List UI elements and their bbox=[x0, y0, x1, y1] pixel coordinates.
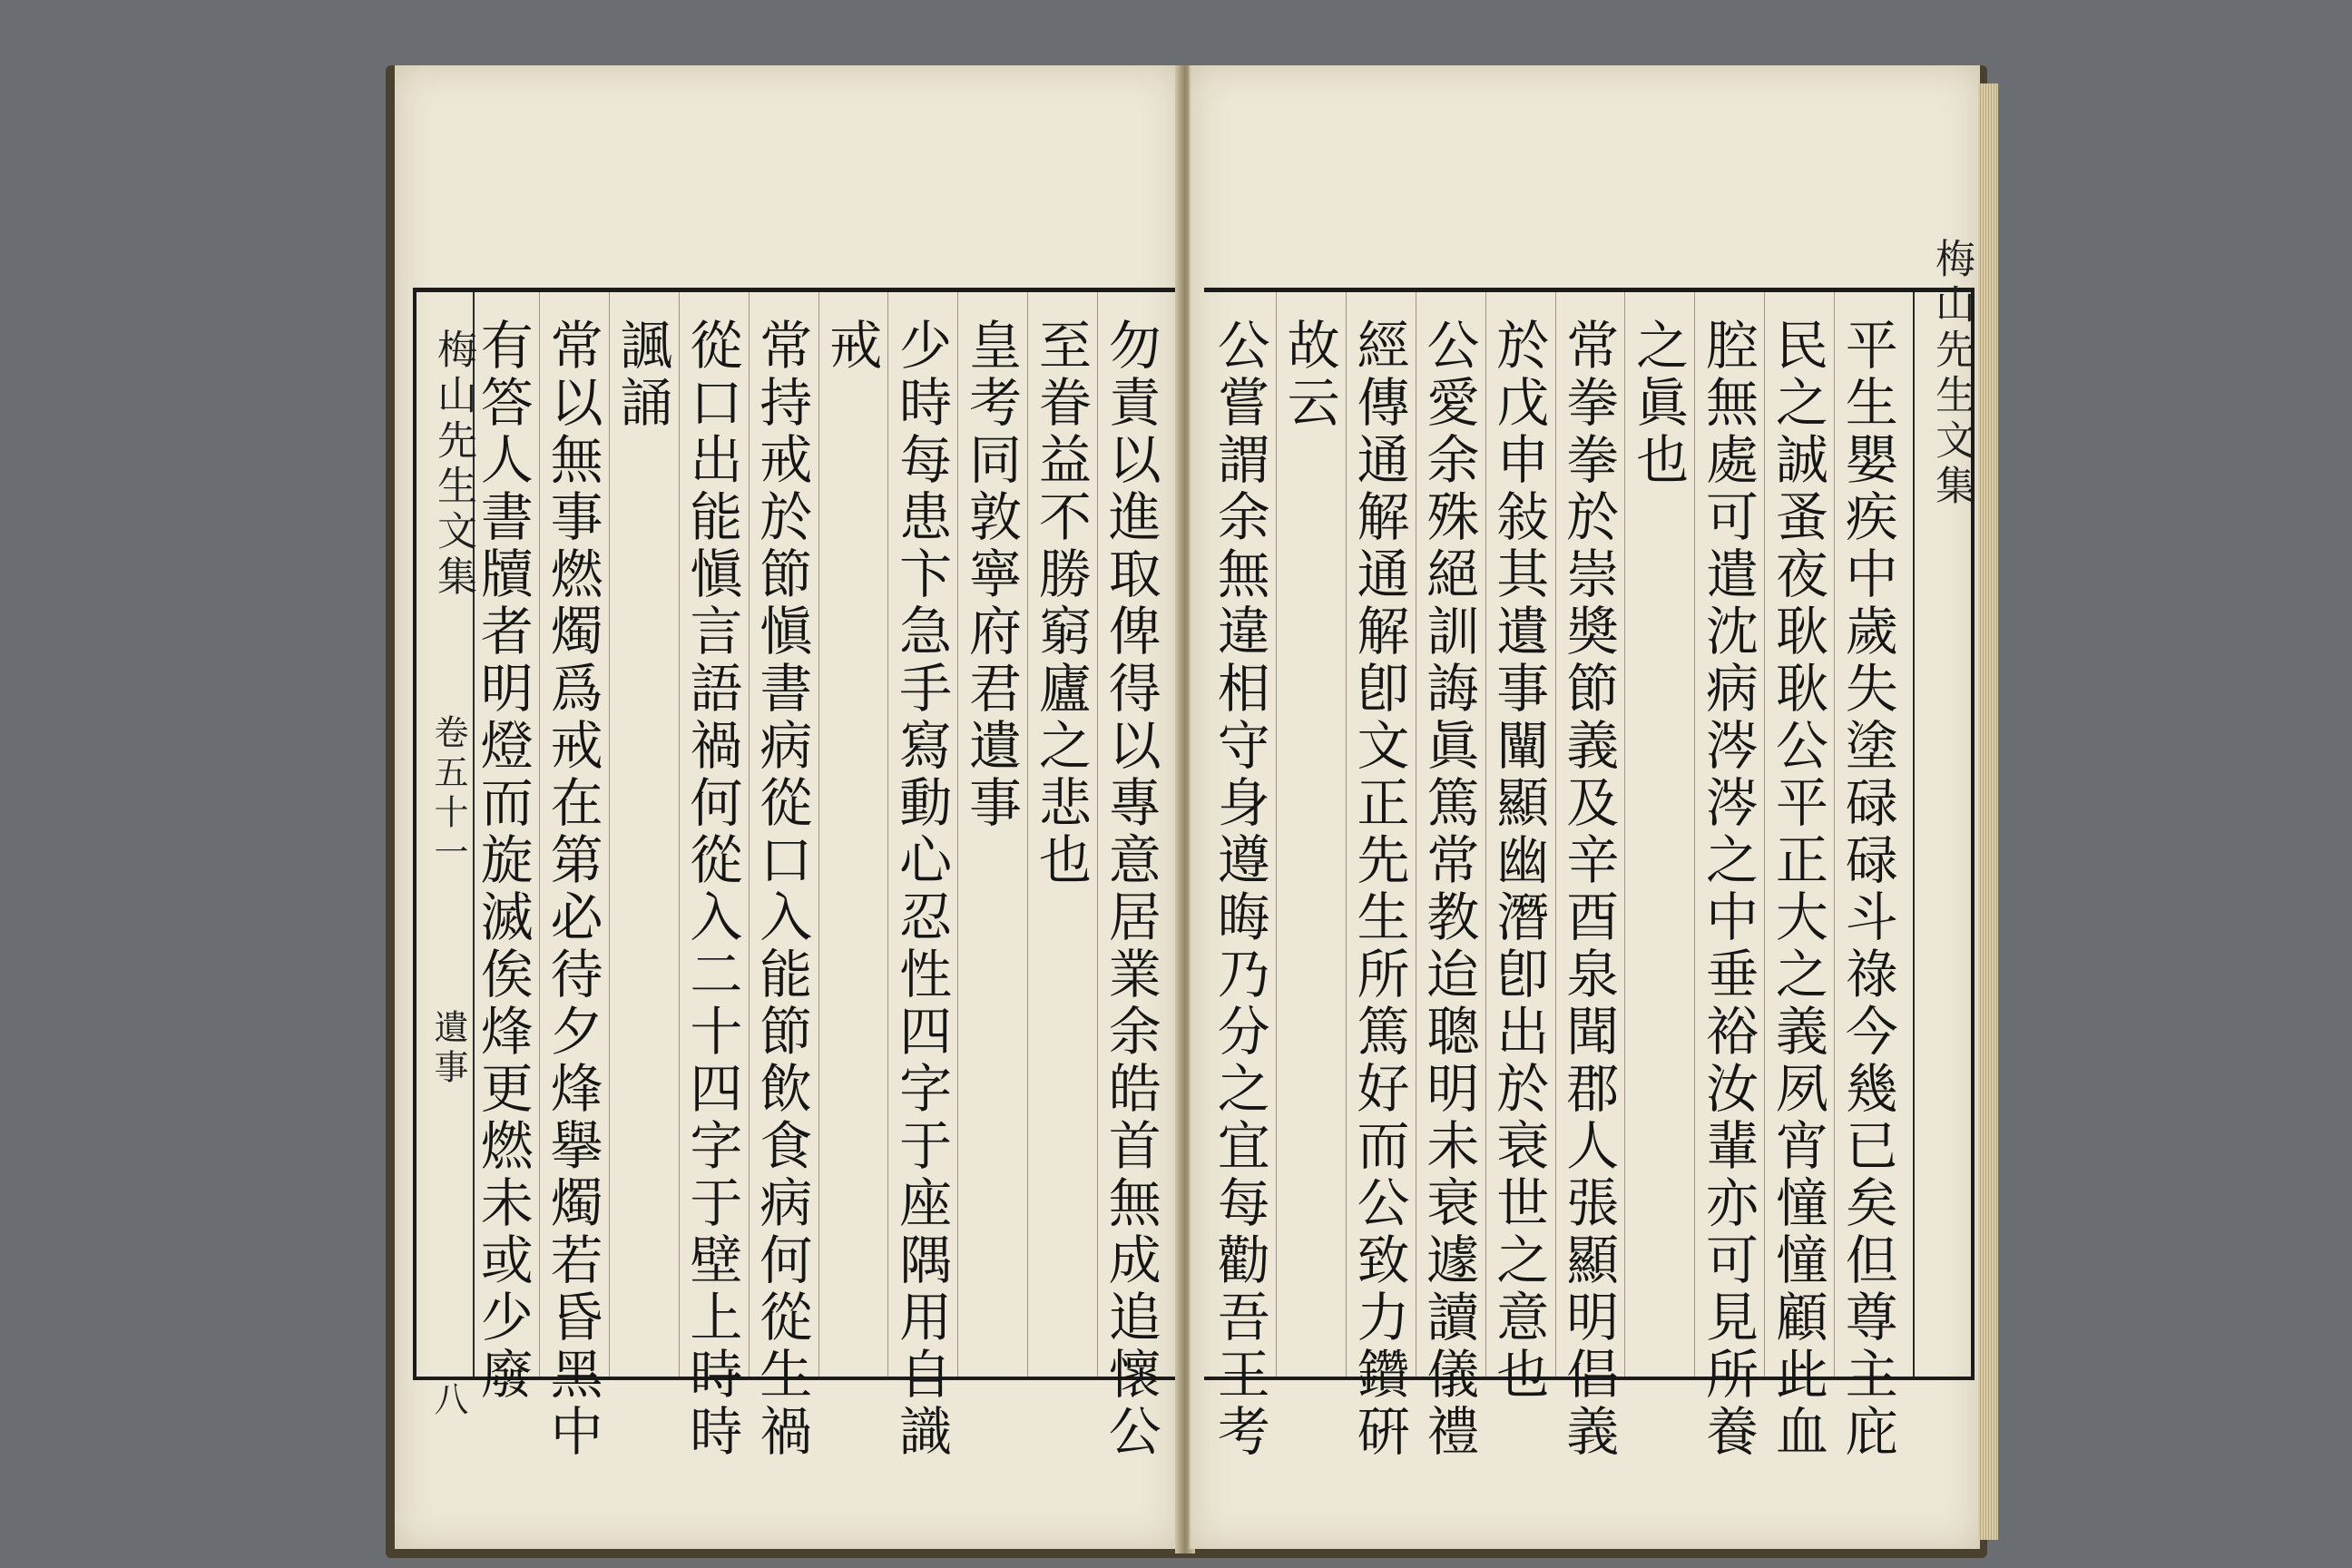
text-column: 少時每患卞急手寫動心忍性四字于座隅用自識 bbox=[890, 318, 953, 1461]
text-column: 公愛余殊絕訓誨眞篤常教迨聰明未衰遽讀儀禮 bbox=[1417, 318, 1480, 1461]
text-column: 諷誦 bbox=[611, 318, 673, 432]
right-text-frame bbox=[1204, 238, 1975, 1461]
column-rule bbox=[539, 292, 540, 1377]
column-rule bbox=[818, 292, 819, 1377]
column-rule bbox=[1485, 292, 1486, 1377]
open-book bbox=[386, 65, 1987, 1558]
text-column: 民之誠蚤夜耿耿公平正大之義夙宵憧憧顧此血 bbox=[1766, 318, 1828, 1461]
text-column: 皇考同敦寧府君遺事 bbox=[959, 318, 1022, 832]
column-rule bbox=[1027, 292, 1028, 1377]
margin-volume: 卷五十一 bbox=[428, 714, 468, 874]
text-column: 從口出能愼言語禍何從入二十四字于壁上時時 bbox=[681, 318, 743, 1461]
text-column: 有答人書牘者明燈而旋滅俟烽更燃未或少廢 bbox=[471, 318, 534, 1404]
column-rule bbox=[1694, 292, 1695, 1377]
text-column: 於戊申敍其遺事闡顯幽潛卽出於衰世之意也 bbox=[1487, 318, 1550, 1404]
text-column: 經傳通解通解卽文正先生所篤好而公致力鑽硏 bbox=[1348, 318, 1410, 1461]
column-rule bbox=[1764, 292, 1765, 1377]
text-column: 之眞也 bbox=[1627, 318, 1690, 489]
left-page-margin-column bbox=[416, 292, 476, 1421]
column-rule bbox=[679, 292, 680, 1377]
right-page-margin-column bbox=[1913, 238, 1975, 1377]
left-text-frame bbox=[413, 288, 1183, 1461]
text-column: 至眷益不勝窮廬之悲也 bbox=[1029, 318, 1092, 889]
margin-page-number: 八 bbox=[428, 1381, 468, 1421]
text-column: 腔無處可遣沈病涔涔之中垂裕汝輩亦可見所養 bbox=[1696, 318, 1759, 1461]
text-column: 故云 bbox=[1278, 318, 1340, 432]
column-rule bbox=[749, 292, 750, 1377]
column-rule bbox=[1555, 292, 1556, 1377]
column-rule bbox=[1097, 292, 1098, 1377]
text-column: 平生嬰疾中歲失塗碌碌斗祿今幾已矣但尊主庇 bbox=[1836, 318, 1898, 1461]
margin-section: 遺事 bbox=[428, 1009, 468, 1089]
column-rule bbox=[1624, 292, 1625, 1377]
text-column: 公嘗謂余無違相守身遵晦乃分之宜每勸吾王考 bbox=[1208, 318, 1270, 1461]
text-column: 戒 bbox=[820, 318, 883, 375]
column-rule bbox=[1834, 292, 1835, 1377]
column-rule bbox=[609, 292, 610, 1377]
text-column: 常以無事燃燭爲戒在第必待夕烽擧燭若昏黑中 bbox=[541, 318, 603, 1461]
text-column: 勿責以進取俾得以專意居業余皓首無成追懷公 bbox=[1099, 318, 1161, 1461]
column-rule bbox=[1346, 292, 1347, 1377]
text-column: 常持戒於節愼書病從口入能節飲食病何從生禍 bbox=[750, 318, 813, 1461]
column-rule bbox=[1276, 292, 1277, 1377]
page-edges bbox=[1978, 83, 1998, 1540]
text-column: 常拳拳於崇奬節義及辛酉泉聞郡人張顯明倡義 bbox=[1557, 318, 1620, 1461]
margin-title: 梅山先生文集 bbox=[430, 328, 476, 601]
left-page bbox=[395, 65, 1181, 1549]
right-page bbox=[1189, 65, 1980, 1549]
column-rule bbox=[957, 292, 958, 1377]
column-rule bbox=[887, 292, 888, 1377]
right-margin-title: 梅山先生文集 bbox=[1928, 238, 1975, 510]
